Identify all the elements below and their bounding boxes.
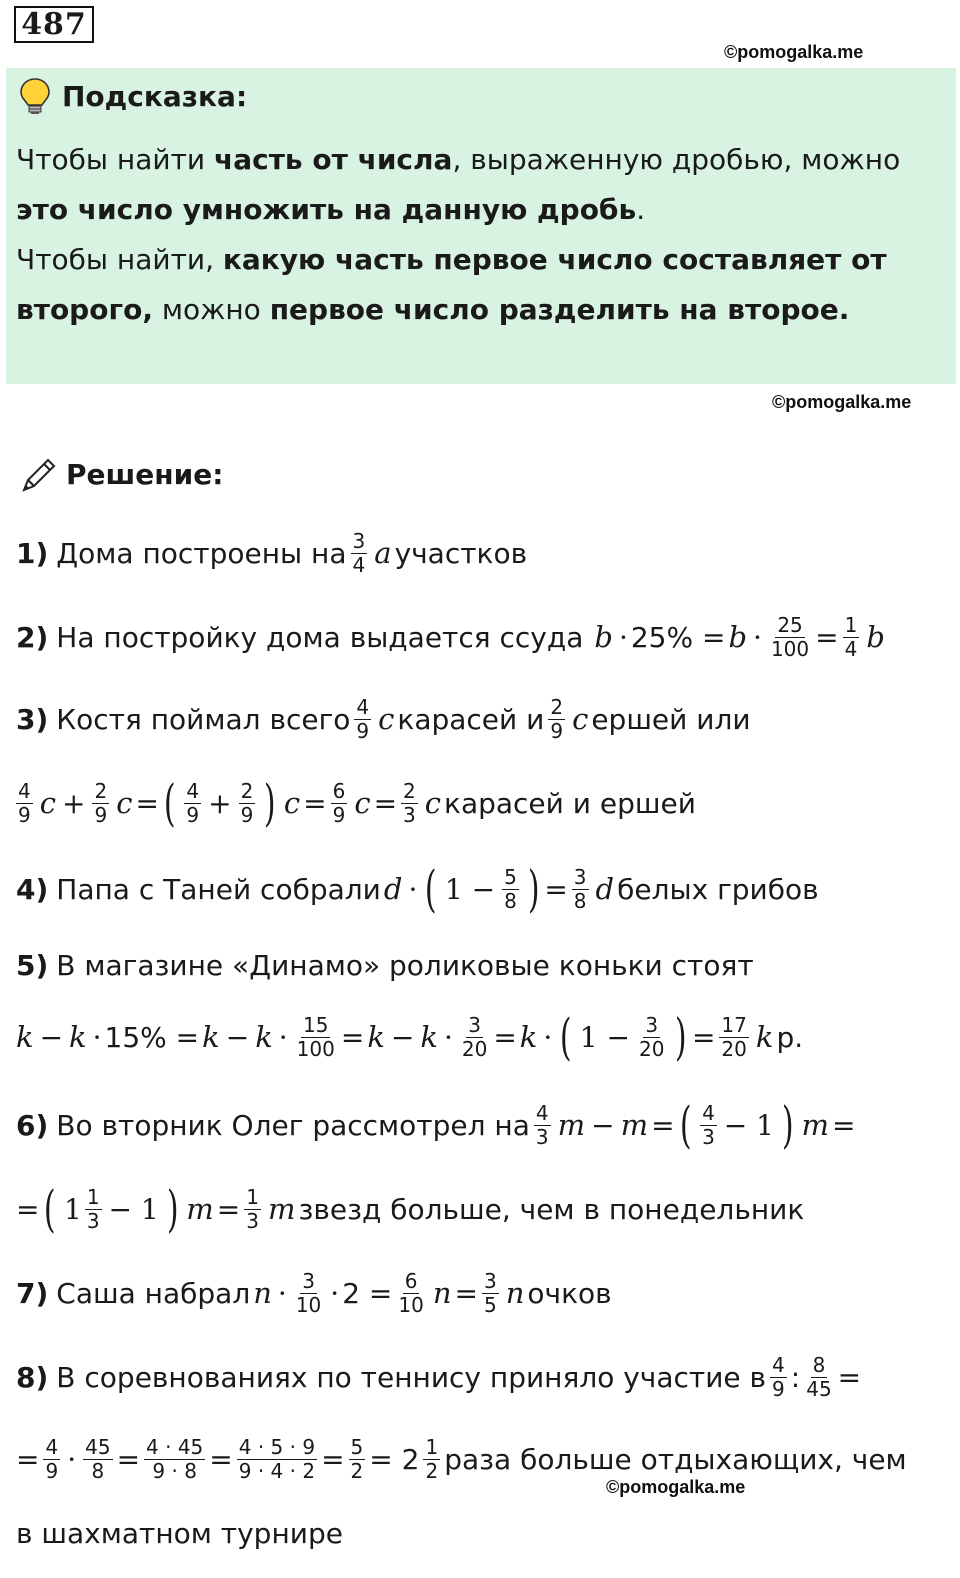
solution-item-3: 3) Костя поймал всего $\frac{4}{9}$ c карасей и $\frac{2}{9}$ c ершей или bbox=[16, 694, 751, 743]
solution-item-6-cont: = ( 1 $\frac{1}{3}$ − 1 ) m = $\frac{1}{3}$ m звезд больше, чем в понедельник bbox=[16, 1180, 805, 1238]
pencil-icon bbox=[18, 454, 60, 500]
hint-line-1: Чтобы найти часть от числа, выраженную дробью, можно bbox=[16, 143, 901, 176]
task-number: 487 bbox=[14, 6, 94, 43]
watermark: ©pomogalka.me bbox=[772, 392, 912, 412]
solution-item-8-end: в шахматном турнире bbox=[16, 1516, 343, 1550]
solution-item-6: 6) Во вторник Олег рассмотрел на $\frac{4}{3}$ m − m = ( $\frac{4}{3}$ − 1 ) m = bbox=[16, 1096, 856, 1154]
hint-line-3: Чтобы найти, какую часть первое число составляет от bbox=[16, 243, 887, 276]
solution-item-2: 2) На постройку дома выдается ссуда b · 25% = b · $\frac{25}{100}$ = $\frac{1}{4}$ b bbox=[16, 612, 885, 661]
solution-item-8: 8) В соревнованиях по теннису приняло участие в $\frac{4}{9}$ : $\frac{8}{45}$ = bbox=[16, 1352, 862, 1401]
hint-line-2: это число умножить на данную дробь. bbox=[16, 193, 646, 226]
solution-item-4: 4) Папа с Таней собрали d · ( 1 − $\frac{5}{8}$ ) = $\frac{3}{8}$ d белых грибов bbox=[16, 860, 819, 918]
watermark: ©pomogalka.me bbox=[606, 1477, 746, 1497]
hint-title: Подсказка: bbox=[62, 80, 248, 113]
solution-title: Решение: bbox=[66, 458, 224, 491]
watermark: ©pomogalka.me bbox=[724, 42, 864, 62]
solution-item-5: 5) В магазине «Динамо» роликовые коньки стоят bbox=[16, 948, 754, 982]
hint-line-4: второго, можно первое число разделить на второе. bbox=[16, 293, 850, 326]
solution-item-1: 1) Дома построены на $\frac{3}{4}$ a участков bbox=[16, 528, 528, 577]
solution-item-3-cont: $\frac{4}{9}$ c + $\frac{2}{9}$ c = ( $\frac{4}{9}$ + $\frac{2}{9}$ ) c = $\frac{6}{9}$ c = $\frac{2}{3}$ c карасей и ершей bbox=[18, 774, 696, 832]
hint-box bbox=[6, 68, 956, 384]
solution-item-5-cont: k − k · 15% = k − k · $\frac{15}{100}$ = k − k · $\frac{3}{20}$ = k · ( 1 − $\frac{3}{20}$ ) = $\frac{17}{20}$ k р. bbox=[16, 1008, 804, 1066]
solution-item-7: 7) Саша набрал n · $\frac{3}{10}$ · 2 = $\frac{6}{10}$ n = $\frac{3}{5}$ n очков bbox=[16, 1268, 612, 1317]
lightbulb-icon bbox=[18, 76, 52, 120]
solution-item-8-cont: = $\frac{4}{9}$ · $\frac{45}{8}$ = $\frac{4 \cdot 45}{9 \cdot 8}$ = $\frac{4 \cdot 5 \cdot 9}{9 \cdot 4 \cdot 2}$ = $\frac{5}{2}$ = 2 $\frac{1}{2}$ раза больше отдыхающих, чем bbox=[16, 1434, 907, 1483]
